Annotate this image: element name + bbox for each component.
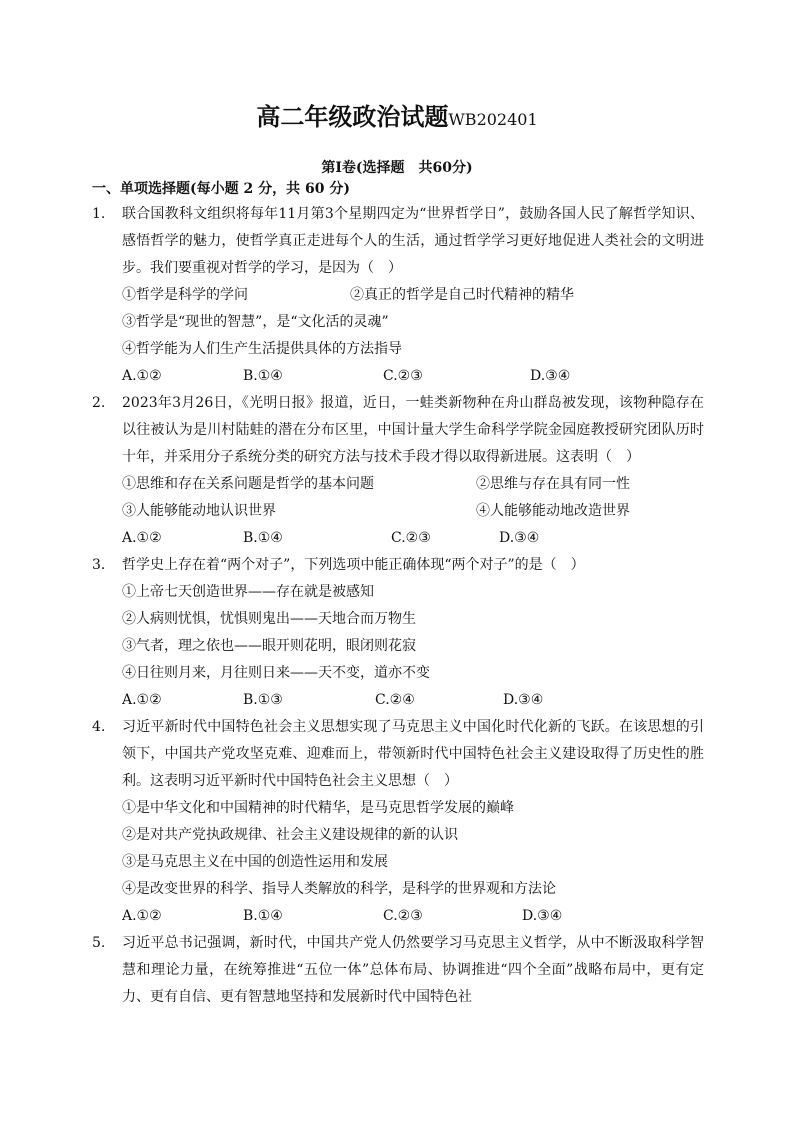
answer-option: D.③④ [503, 692, 544, 708]
answer-option: A.①② [122, 368, 162, 384]
question-stem: 习近平总书记强调，新时代，中国共产党人仍然要学习马克思主义哲学，从中不断汲取科学智慧和理论力量，在统筹推进“五位一体”总体布局、协调推进“四个全面”战略布局中，更有定力、更有自信、更有智慧地坚持和发展新时代中国特色社 [122, 935, 704, 1005]
answer-option: C.②③ [383, 368, 423, 384]
title-text: 高二年级政治试题 [256, 102, 449, 131]
exam-code: WB202401 [448, 110, 538, 129]
answer-option: B.①④ [243, 530, 283, 546]
answer-option: B.①④ [243, 908, 283, 924]
answer-option: A.①② [122, 530, 162, 546]
volume-heading: 第Ⅰ卷(选择题 共60分) [321, 160, 473, 176]
question-5 [92, 930, 704, 1011]
page-title [0, 100, 794, 137]
statement-item: ③是马克思主义在中国的创造性运用和发展 [122, 854, 388, 870]
statement-item: ②是对共产党执政规律、社会主义建设规律的新的认识 [122, 827, 458, 843]
question-2 [92, 390, 704, 552]
answer-option: B.①④ [243, 368, 283, 384]
statement-item: ④日往则月来，月往则日来——天不变，道亦不变 [122, 665, 430, 681]
section-heading: 一、单项选择题(每小题 2 分，共 60 分) [92, 181, 350, 197]
question-number: 1. [92, 206, 106, 222]
statement-item: ①哲学是科学的学问 [122, 287, 248, 303]
answer-option: D.③④ [499, 530, 540, 546]
statement-item: ②思维与存在具有同一性 [476, 476, 630, 492]
question-number: 5. [92, 935, 106, 951]
question-number: 3. [92, 557, 106, 573]
question-list [92, 201, 704, 1011]
question-stem: 习近平新时代中国特色社会主义思想实现了马克思主义中国化时代化新的飞跃。在该思想的引领下，中国共产党攻坚克难、迎难而上，带领新时代中国特色社会主义建设取得了历史性的胜利。这表明习近平新时代中国特色社会主义思想（ ） [122, 719, 704, 789]
answer-option: C.②④ [375, 692, 415, 708]
question-stem: 联合国教科文组织将每年11月第3个星期四定为“世界哲学日”，鼓励各国人民了解哲学知识、感悟哲学的魅力，使哲学真正走进每个人的生活，通过哲学学习更好地促进人类社会的文明进步。我们要重视对哲学的学习，是因为（ ） [122, 206, 704, 276]
statement-item: ①思维和存在关系问题是哲学的基本问题 [122, 476, 374, 492]
answer-option: B.①③ [243, 692, 283, 708]
statement-item: ③气者，理之依也——眼开则花明，眼闭则花寂 [122, 638, 416, 654]
statement-item: ③人能够能动地认识世界 [122, 503, 276, 519]
question-4 [92, 714, 704, 930]
answer-option: C.②③ [383, 908, 423, 924]
question-3 [92, 552, 704, 714]
statement-item: ①是中华文化和中国精神的时代精华，是马克思哲学发展的巅峰 [122, 800, 514, 816]
statement-item: ②真正的哲学是自己时代精神的精华 [350, 287, 574, 303]
statement-item: ④是改变世界的科学、指导人类解放的科学，是科学的世界观和方法论 [122, 881, 556, 897]
answer-option: D.③④ [530, 368, 571, 384]
question-number: 2. [92, 395, 106, 411]
question-stem: 2023年3月26日，《光明日报》报道，近日，一蛙类新物种在舟山群岛被发现，该物种隐存在以往被认为是川村陆蛙的潜在分布区里，中国计量大学生命科学学院金园庭教授研究团队历时十年，并采用分子系统分类的研究方法与技术手段才得以取得新进展。这表明（ ） [122, 395, 704, 465]
statement-item: ②人病则忧惧，忧惧则鬼出——天地合而万物生 [122, 611, 416, 627]
answer-option: C.②③ [391, 530, 431, 546]
statement-item: ③哲学是“现世的智慧”，是“文化活的灵魂” [122, 314, 389, 330]
answer-option: A.①② [122, 908, 162, 924]
question-1 [92, 201, 704, 390]
statement-item: ①上帝七天创造世界——存在就是被感知 [122, 584, 374, 600]
answer-option: A.①② [122, 692, 162, 708]
statement-item: ④人能够能动地改造世界 [476, 503, 630, 519]
question-stem: 哲学史上存在着“两个对子”，下列选项中能正确体现“两个对子”的是（ ） [122, 557, 585, 573]
statement-item: ④哲学能为人们生产生活提供具体的方法指导 [122, 341, 402, 357]
question-number: 4. [92, 719, 106, 735]
answer-option: D.③④ [522, 908, 563, 924]
